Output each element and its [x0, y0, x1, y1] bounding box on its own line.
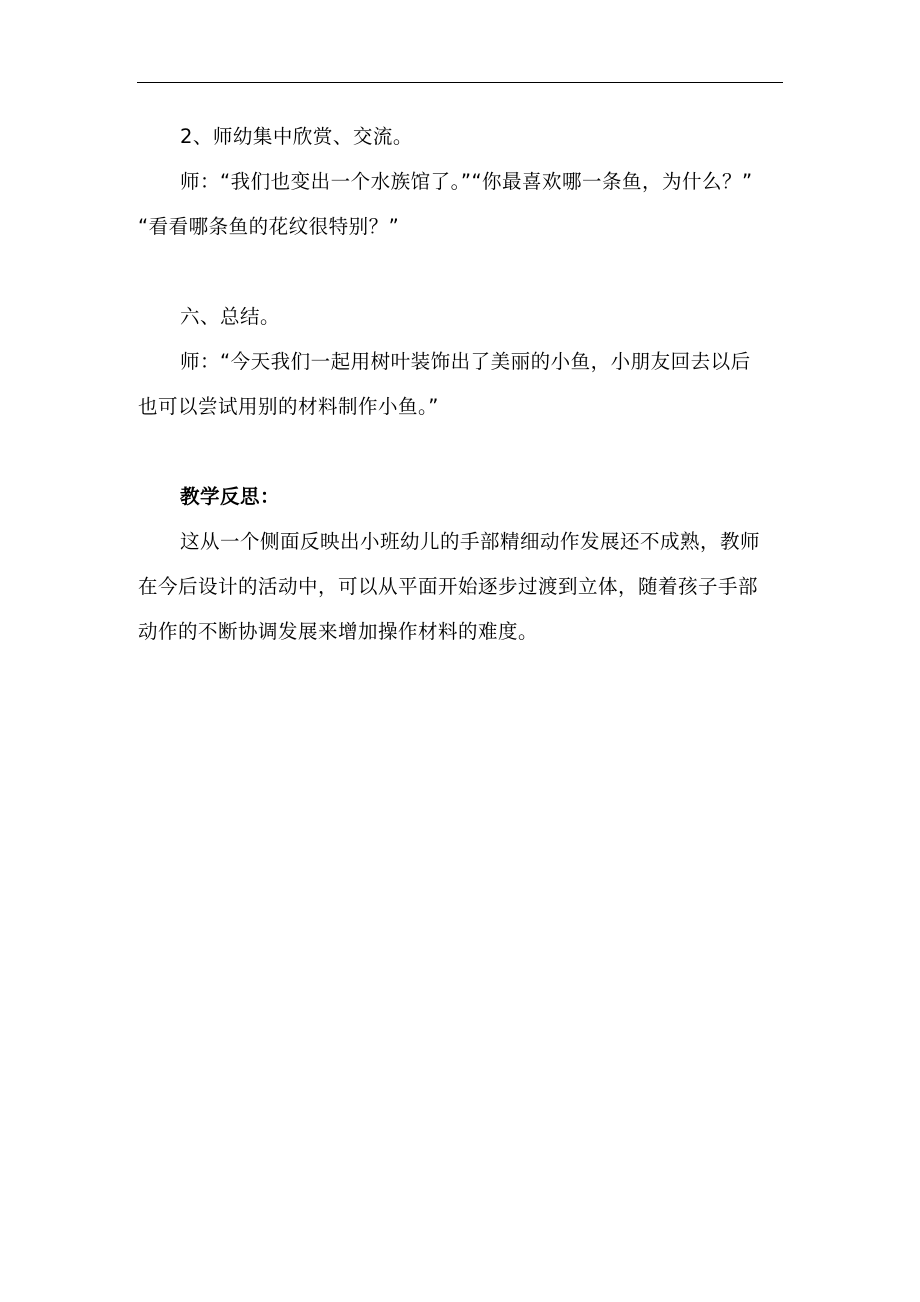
teacher-quote-line: 师：“今天我们一起用树叶装饰出了美丽的小鱼，小朋友回去以后 [180, 350, 751, 373]
teacher-quote-line: 师：“我们也变出一个水族馆了。”“你最喜欢哪一条鱼，为什么？” [180, 170, 753, 193]
paragraph-spacer [138, 249, 786, 294]
section-heading-exchange: 2、师幼集中欣赏、交流。 [180, 125, 413, 148]
reflection-heading: 教学反思： [180, 485, 281, 508]
header-divider [137, 82, 783, 83]
document-body [138, 114, 786, 654]
reflection-line: 动作的不断协调发展来增加操作材料的难度。 [138, 620, 539, 643]
reflection-line: 在今后设计的活动中，可以从平面开始逐步过渡到立体，随着孩子手部 [138, 575, 759, 598]
teacher-quote-line: “看看哪条鱼的花纹很特别？” [138, 215, 400, 238]
section-heading-summary: 六、总结。 [180, 305, 281, 328]
teacher-quote-line: 也可以尝试用别的材料制作小鱼。” [138, 395, 439, 418]
paragraph-spacer [138, 429, 786, 474]
reflection-line: 这从一个侧面反映出小班幼儿的手部精细动作发展还不成熟，教师 [180, 530, 761, 553]
